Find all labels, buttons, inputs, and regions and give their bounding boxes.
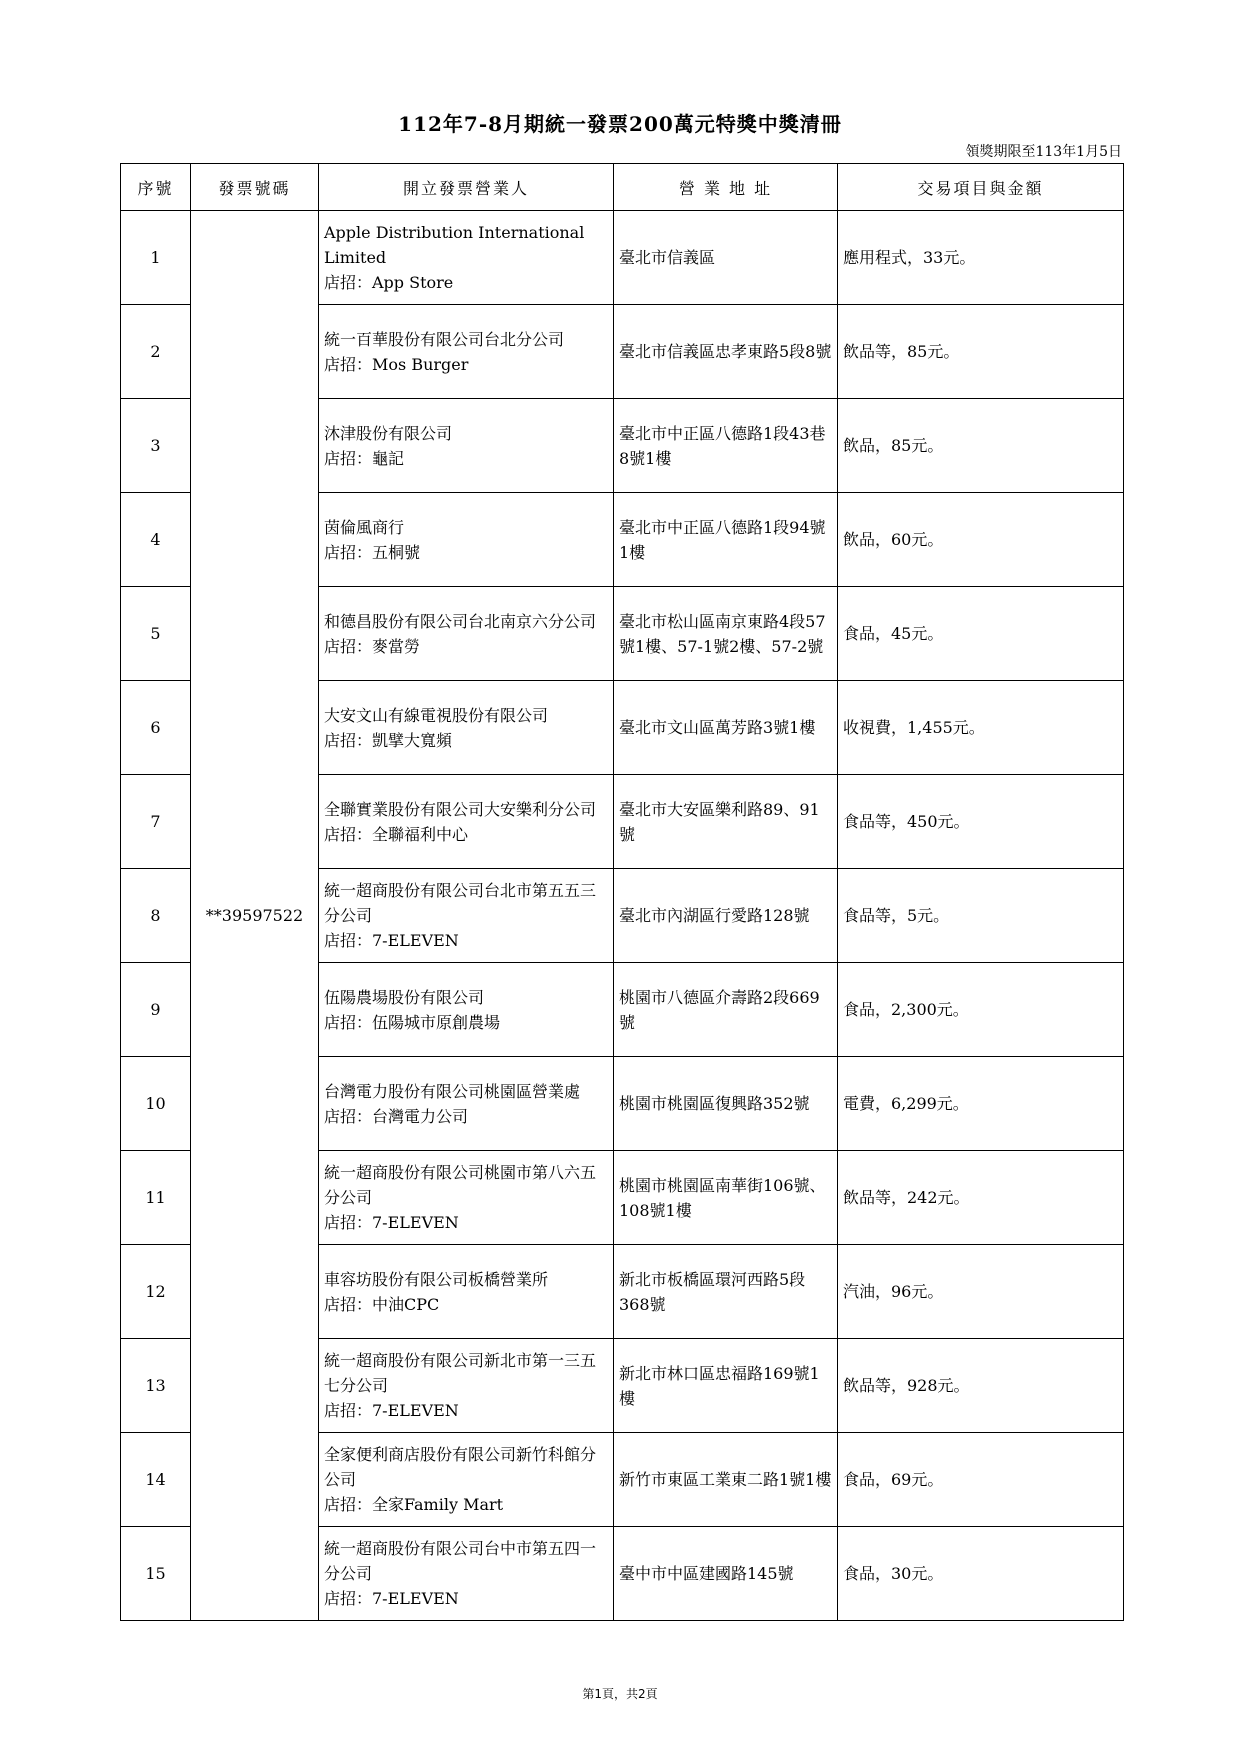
row-item: 收視費，1,455元。: [838, 681, 1124, 775]
row-item: 飲品，60元。: [838, 493, 1124, 587]
row-seq: 7: [121, 775, 191, 869]
merchant-name: Apple Distribution International Limited: [324, 223, 585, 267]
row-address: 臺北市松山區南京東路4段57號1樓、57-1號2樓、57-2號: [614, 587, 838, 681]
row-seq: 8: [121, 869, 191, 963]
row-merchant: [319, 1339, 614, 1433]
row-seq: 4: [121, 493, 191, 587]
row-seq: 14: [121, 1433, 191, 1527]
store-sign: 店招：App Store: [324, 273, 454, 292]
row-address: 臺北市中正區八德路1段94號1樓: [614, 493, 838, 587]
row-item: 食品，30元。: [838, 1527, 1124, 1621]
row-merchant: [319, 493, 614, 587]
store-sign: 店招：7-ELEVEN: [324, 1589, 459, 1608]
header-merchant: 開立發票營業人: [319, 164, 614, 211]
store-sign: 店招：7-ELEVEN: [324, 931, 459, 950]
row-item: 食品，2,300元。: [838, 963, 1124, 1057]
store-sign: 店招：7-ELEVEN: [324, 1213, 459, 1232]
merchant-name: 全聯實業股份有限公司大安樂利分公司: [324, 799, 597, 819]
page-title: 112年7-8月期統一發票200萬元特獎中獎清冊: [398, 112, 842, 136]
merchant-name: 全家便利商店股份有限公司新竹科館分公司: [324, 1445, 597, 1489]
row-seq: 15: [121, 1527, 191, 1621]
merchant-name: 統一超商股份有限公司台中市第五四一分公司: [324, 1539, 597, 1583]
merchant-name: 統一超商股份有限公司新北市第一三五七分公司: [324, 1351, 597, 1395]
merchant-name: 茵倫風商行: [324, 517, 405, 537]
row-address: 桃園市桃園區復興路352號: [614, 1057, 838, 1151]
header-seq: 序號: [121, 164, 191, 211]
row-address: 臺北市文山區萬芳路3號1樓: [614, 681, 838, 775]
row-item: 汽油，96元。: [838, 1245, 1124, 1339]
row-merchant: [319, 681, 614, 775]
header-invoice: 發票號碼: [191, 164, 319, 211]
row-merchant: [319, 1151, 614, 1245]
winners-table: [120, 163, 1124, 1621]
row-address: 新北市板橋區環河西路5段368號: [614, 1245, 838, 1339]
row-item: 應用程式，33元。: [838, 211, 1124, 305]
merchant-name: 伍陽農場股份有限公司: [324, 987, 485, 1007]
store-sign: 店招：伍陽城市原創農場: [324, 1012, 501, 1032]
row-merchant: [319, 775, 614, 869]
row-address: 臺中市中區建國路145號: [614, 1527, 838, 1621]
merchant-name: 和德昌股份有限公司台北南京六分公司: [324, 611, 597, 631]
row-address: 新北市林口區忠福路169號1樓: [614, 1339, 838, 1433]
row-seq: 1: [121, 211, 191, 305]
store-sign: 店招：全聯福利中心: [324, 824, 469, 844]
row-address: 臺北市大安區樂利路89、91號: [614, 775, 838, 869]
invoice-number: **39597522: [191, 211, 319, 1621]
row-merchant: [319, 1527, 614, 1621]
row-merchant: [319, 1245, 614, 1339]
row-item: 食品，45元。: [838, 587, 1124, 681]
merchant-name: 大安文山有線電視股份有限公司: [324, 705, 549, 725]
merchant-name: 統一百華股份有限公司台北分公司: [324, 329, 565, 349]
row-merchant: [319, 399, 614, 493]
row-merchant: [319, 1433, 614, 1527]
row-seq: 11: [121, 1151, 191, 1245]
store-sign: 店招：麥當勞: [324, 636, 421, 656]
store-sign: 店招：凱擘大寬頻: [324, 730, 453, 750]
row-seq: 5: [121, 587, 191, 681]
row-item: 電費，6,299元。: [838, 1057, 1124, 1151]
row-seq: 9: [121, 963, 191, 1057]
row-address: 臺北市中正區八德路1段43巷8號1樓: [614, 399, 838, 493]
row-merchant: [319, 305, 614, 399]
row-merchant: [319, 211, 614, 305]
store-sign: 店招：中油CPC: [324, 1294, 440, 1314]
store-sign: 店招：五桐號: [324, 542, 421, 562]
claim-deadline: 領獎期限至113年1月5日: [965, 144, 1122, 160]
table-header-row: [121, 164, 1124, 211]
merchant-name: 統一超商股份有限公司台北市第五五三分公司: [324, 881, 597, 925]
row-address: 臺北市信義區: [614, 211, 838, 305]
merchant-name: 台灣電力股份有限公司桃園區營業處: [324, 1081, 581, 1101]
store-sign: 店招：全家Family Mart: [324, 1495, 504, 1514]
row-seq: 6: [121, 681, 191, 775]
page-footer: 第1頁，共2頁: [582, 1687, 658, 1701]
row-item: 飲品等，85元。: [838, 305, 1124, 399]
header-address: 營 業 地 址: [614, 164, 838, 211]
row-item: 飲品，85元。: [838, 399, 1124, 493]
row-address: 臺北市信義區忠孝東路5段8號: [614, 305, 838, 399]
header-item: 交易項目與金額: [838, 164, 1124, 211]
row-seq: 13: [121, 1339, 191, 1433]
row-seq: 3: [121, 399, 191, 493]
store-sign: 店招：龜記: [324, 448, 405, 468]
row-item: 食品等，450元。: [838, 775, 1124, 869]
row-merchant: [319, 587, 614, 681]
row-item: 飲品等，242元。: [838, 1151, 1124, 1245]
merchant-name: 車容坊股份有限公司板橋營業所: [324, 1269, 549, 1289]
row-merchant: [319, 963, 614, 1057]
store-sign: 店招：7-ELEVEN: [324, 1401, 459, 1420]
row-item: 食品，69元。: [838, 1433, 1124, 1527]
table-row: [121, 211, 1124, 305]
row-address: 桃園市八德區介壽路2段669號: [614, 963, 838, 1057]
row-merchant: [319, 869, 614, 963]
merchant-name: 沐津股份有限公司: [324, 423, 453, 443]
row-merchant: [319, 1057, 614, 1151]
store-sign: 店招：Mos Burger: [324, 354, 469, 374]
row-seq: 2: [121, 305, 191, 399]
row-address: 新竹市東區工業東二路1號1樓: [614, 1433, 838, 1527]
row-item: 食品等，5元。: [838, 869, 1124, 963]
merchant-name: 統一超商股份有限公司桃園市第八六五分公司: [324, 1163, 597, 1207]
row-address: 臺北市內湖區行愛路128號: [614, 869, 838, 963]
row-item: 飲品等，928元。: [838, 1339, 1124, 1433]
store-sign: 店招：台灣電力公司: [324, 1106, 469, 1126]
row-address: 桃園市桃園區南華街106號、108號1樓: [614, 1151, 838, 1245]
row-seq: 12: [121, 1245, 191, 1339]
row-seq: 10: [121, 1057, 191, 1151]
